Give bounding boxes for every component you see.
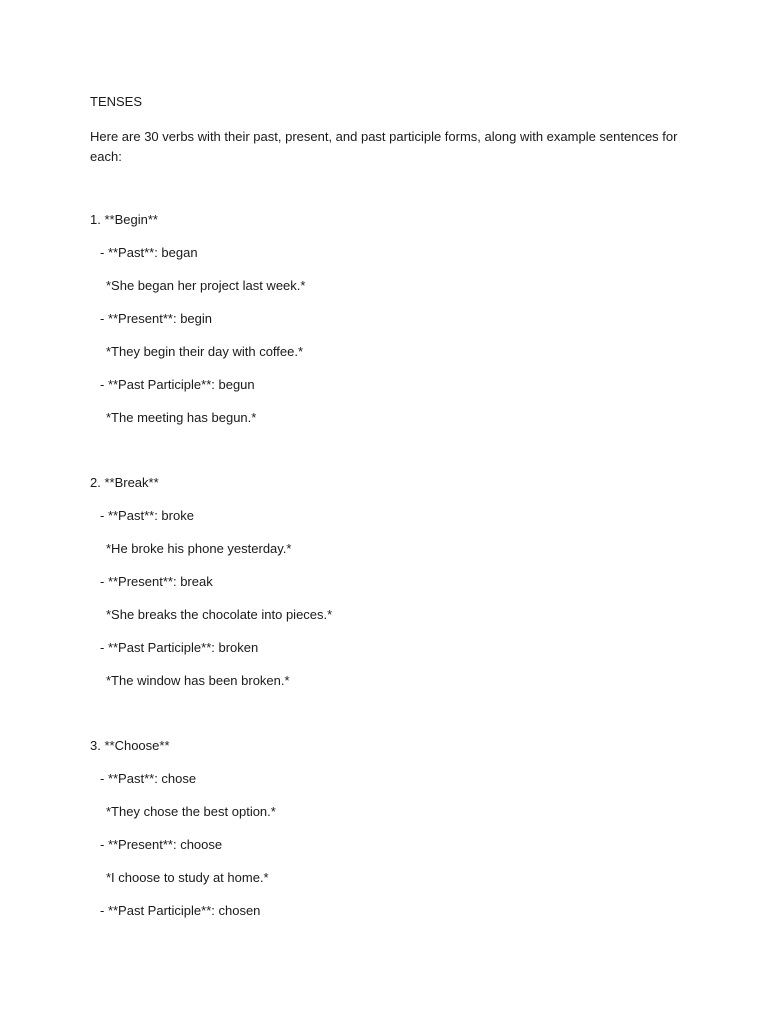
verb-entry-choose: [90, 738, 680, 919]
past-example: *They chose the best option.*: [106, 804, 276, 819]
past-form: - **Past**: began: [100, 245, 198, 260]
present-form: - **Present**: break: [100, 574, 213, 589]
verb-entry-break: [90, 475, 680, 689]
past-participle-example: *The meeting has begun.*: [106, 410, 257, 425]
document-title: TENSES: [90, 94, 143, 109]
present-form: - **Present**: begin: [100, 311, 213, 326]
past-example: *He broke his phone yesterday.*: [106, 541, 292, 556]
document-intro: Here are 30 verbs with their past, present, and past participle forms, along with example sentences for each:: [90, 129, 682, 164]
past-form: - **Past**: broke: [100, 508, 194, 523]
past-participle-form: - **Past Participle**: broken: [100, 640, 259, 655]
verb-heading: 3. **Choose**: [90, 738, 170, 753]
past-example: *She began her project last week.*: [106, 278, 306, 293]
present-example: *She breaks the chocolate into pieces.*: [106, 607, 333, 622]
document-page: [90, 94, 680, 919]
verb-entry-begin: [90, 212, 680, 426]
present-form: - **Present**: choose: [100, 837, 223, 852]
present-example: *They begin their day with coffee.*: [106, 344, 304, 359]
past-participle-form: - **Past Participle**: begun: [100, 377, 255, 392]
present-example: *I choose to study at home.*: [106, 870, 269, 885]
past-participle-example: *The window has been broken.*: [106, 673, 290, 688]
verb-heading: 2. **Break**: [90, 475, 159, 490]
verb-heading: 1. **Begin**: [90, 212, 158, 227]
past-participle-form: - **Past Participle**: chosen: [100, 903, 261, 918]
past-form: - **Past**: chose: [100, 771, 197, 786]
